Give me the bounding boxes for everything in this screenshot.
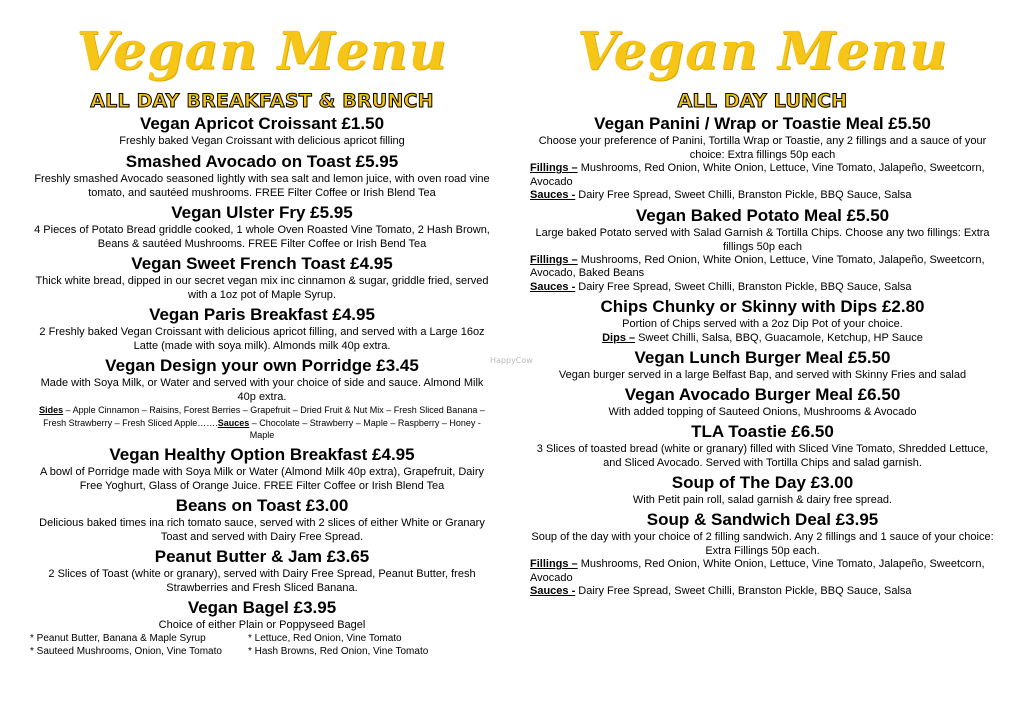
item-description: With Petit pain roll, salad garnish & dairy free spread.	[632, 494, 893, 506]
item-description: A bowl of Porridge made with Soya Milk or Water (Almond Milk 40p extra), Grapefruit, Dairy Free Yoghurt, Glass of Orange Juice. FREE Filter Coffee or Irish Blend Tea	[39, 465, 485, 492]
item-name: Peanut Butter & Jam £3.65	[154, 546, 370, 566]
item-name: Vegan Paris Breakfast £4.95	[149, 305, 375, 324]
menu-item-porridge	[30, 356, 494, 442]
bagel-option: * Sauteed Mushrooms, Onion, Vine Tomato	[30, 645, 222, 657]
happycow-watermark: HappyCow	[490, 356, 533, 365]
sauces-list	[530, 585, 995, 599]
sauces-label: Sauces -	[530, 189, 576, 201]
item-name: Smashed Avocado on Toast £5.95	[125, 152, 399, 171]
item-description: Thick white bread, dipped in our secret vegan mix inc cinnamon & sugar, griddle fried, served with a 1oz pot of Maple Syrup.	[35, 275, 489, 301]
fillings-text: Mushrooms, Red Onion, White Onion, Lettuce, Vine Tomato, Jalapeño, Sweetcorn, Avocado	[530, 558, 985, 584]
menu-item	[30, 305, 494, 353]
item-description: Choice of either Plain or Poppyseed Bagel	[158, 618, 366, 631]
breakfast-menu-column	[30, 0, 494, 658]
fillings-label: Fillings –	[530, 558, 578, 570]
item-description: Choose your preference of Panini, Tortilla Wrap or Toastie, any 2 fillings and a sauce of your choice: Extra fillings 50p each	[538, 135, 987, 161]
item-name: Vegan Ulster Fry £5.95	[171, 203, 353, 222]
fillings-list	[530, 558, 995, 585]
item-description: Portion of Chips served with a 2oz Dip Pot of your choice.	[622, 318, 903, 330]
menu-item	[30, 254, 494, 302]
porridge-options	[30, 404, 494, 442]
item-description: Freshly smashed Avocado seasoned lightly with sea salt and lemon juice, with oven road vine tomato, and sautéed mushrooms. FREE Filter Coffee or Irish Blend Tea	[34, 173, 490, 199]
dips-label: Dips –	[602, 332, 636, 344]
menu-item	[30, 114, 494, 148]
menu-item	[30, 547, 494, 595]
item-description: With added topping of Sauteed Onions, Mushrooms & Avocado	[608, 406, 917, 418]
menu-item	[530, 422, 995, 470]
fillings-label: Fillings –	[530, 253, 578, 266]
item-description: Vegan burger served in a large Belfast Bap, and served with Skinny Fries and salad	[558, 369, 967, 381]
fillings-text: Mushrooms, Red Onion, White Onion, Lettuce, Vine Tomato, Jalapeño, Sweetcorn, Avocado	[530, 162, 985, 188]
bagel-option: * Peanut Butter, Banana & Maple Syrup	[30, 632, 206, 644]
sides-label: Sides	[39, 405, 64, 415]
fillings-text: Mushrooms, Red Onion, White Onion, Lettuce, Vine Tomato, Jalapeño, Sweetcorn, Avocado, Baked Beans	[530, 253, 985, 279]
menu-item-potato	[530, 206, 995, 295]
item-name: Vegan Bagel £3.95	[187, 597, 337, 617]
bagel-option: * Lettuce, Red Onion, Vine Tomato	[248, 632, 402, 644]
item-name: Beans on Toast £3.00	[175, 495, 349, 515]
menu-title: Vegan Menu	[577, 21, 948, 82]
menu-title: Vegan Menu	[76, 21, 448, 82]
menu-item	[530, 348, 995, 382]
menu-item	[530, 473, 995, 507]
item-name: Soup of The Day £3.00	[671, 473, 854, 492]
item-name: Soup & Sandwich Deal £3.95	[646, 510, 879, 529]
item-name: Chips Chunky or Skinny with Dips £2.80	[600, 297, 925, 316]
sauces-list: – Chocolate – Strawberry – Maple – Raspberry – Honey - Maple	[249, 417, 481, 440]
item-name: Vegan Avocado Burger Meal £6.50	[624, 385, 901, 404]
menu-item-bagel	[30, 598, 494, 658]
sauces-label: Sauces -	[530, 585, 576, 597]
item-name: Vegan Panini / Wrap or Toastie Meal £5.50	[594, 114, 931, 133]
item-description: 2 Freshly baked Vegan Croissant with delicious apricot filling, and served with a Large 16oz Latte (made with soya milk). Almonds milk 40p extra.	[39, 326, 485, 352]
fillings-list	[530, 162, 995, 189]
lunch-menu-column	[530, 0, 995, 599]
menu-item-soup-sandwich	[530, 510, 995, 599]
section-heading-lunch: ALL DAY LUNCH	[677, 90, 848, 112]
item-name: Vegan Lunch Burger Meal £5.50	[634, 348, 891, 367]
menu-item-chips	[530, 297, 995, 345]
dips-list	[530, 331, 995, 345]
sauces-label: Sauces	[217, 417, 250, 428]
item-description: Large baked Potato served with Salad Garnish & Tortilla Chips. Choose any two fillings: Extra fillings 50p each	[535, 226, 990, 253]
item-description: 3 Slices of toasted bread (white or granary) filled with Sliced Vine Tomato, Shredded Lettuce, and Sliced Avocado. Served with Tortilla Chips and salad garnish.	[536, 443, 989, 469]
sauces-text: Dairy Free Spread, Sweet Chilli, Branston Pickle, BBQ Sauce, Salsa	[575, 585, 912, 597]
sauces-text: Dairy Free Spread, Sweet Chilli, Branston Pickle, BBQ Sauce, Salsa	[575, 280, 912, 293]
fillings-list	[530, 254, 995, 281]
item-description: Delicious baked times ina rich tomato sauce, served with 2 slices of either White or Granary Toast and served with Dairy Free Spread.	[39, 516, 485, 543]
item-description: Made with Soya Milk, or Water and served with your choice of side and sauce. Almond Milk 40p extra.	[40, 377, 484, 403]
section-heading-breakfast: ALL DAY BREAKFAST & BRUNCH	[90, 90, 434, 112]
item-description: Soup of the day with your choice of 2 filling sandwich. Any 2 fillings and 1 sauce of your choice: Extra Fillings 50p each.	[531, 531, 994, 557]
fillings-label: Fillings –	[530, 162, 578, 174]
item-description: Freshly baked Vegan Croissant with delicious apricot filling	[119, 135, 405, 147]
menu-item-panini	[530, 114, 995, 203]
sauces-list	[530, 281, 995, 295]
item-name: Vegan Healthy Option Breakfast £4.95	[109, 444, 415, 464]
item-name: TLA Toastie £6.50	[691, 422, 834, 441]
item-name: Vegan Apricot Croissant £1.50	[139, 114, 385, 133]
item-description: 2 Slices of Toast (white or granary), served with Dairy Free Spread, Peanut Butter, fresh Strawberries and Fresh Sliced Banana.	[48, 567, 476, 594]
item-description: 4 Pieces of Potato Bread griddle cooked, 1 whole Oven Roasted Vine Tomato, 2 Hash Brown, Beans & sautéed Mushrooms. FREE Filter Coffee or Irish Bend Tea	[34, 224, 490, 250]
sauces-label: Sauces -	[530, 280, 576, 293]
menu-item	[30, 203, 494, 251]
bagel-option: * Hash Browns, Red Onion, Vine Tomato	[248, 645, 429, 657]
menu-item	[30, 152, 494, 200]
sauces-text: Dairy Free Spread, Sweet Chilli, Branston Pickle, BBQ Sauce, Salsa	[575, 189, 912, 201]
sauces-list	[530, 189, 995, 203]
sides-list: – Apple Cinnamon – Raisins, Forest Berries – Grapefruit – Dried Fruit & Nut Mix – Fresh Sliced Banana – Fresh Strawberry – Fresh Sliced Apple…….	[43, 405, 485, 428]
item-name: Vegan Design your own Porridge £3.45	[105, 356, 419, 375]
menu-item	[30, 496, 494, 544]
dips-text: Sweet Chilli, Salsa, BBQ, Guacamole, Ketchup, HP Sauce	[635, 332, 923, 344]
bagel-options	[30, 632, 494, 658]
menu-item	[30, 445, 494, 493]
item-name: Vegan Sweet French Toast £4.95	[131, 254, 393, 273]
menu-item	[530, 385, 995, 419]
item-name: Vegan Baked Potato Meal £5.50	[635, 205, 890, 225]
